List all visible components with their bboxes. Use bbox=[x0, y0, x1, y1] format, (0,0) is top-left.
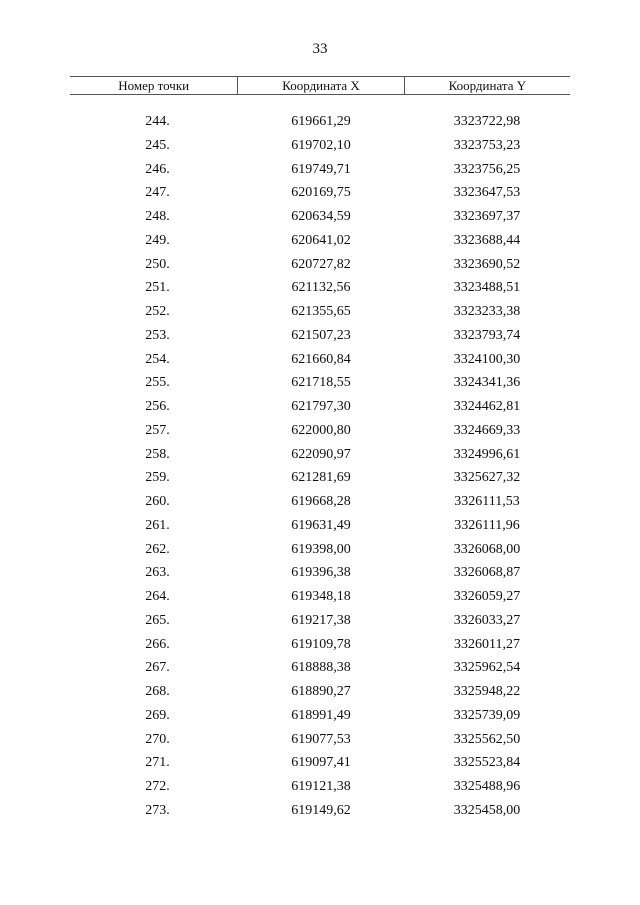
cell-point-number: 252. bbox=[145, 304, 170, 319]
table-row bbox=[70, 302, 570, 326]
cell-coordinate-y: 3324341,36 bbox=[453, 375, 521, 391]
table-row bbox=[70, 587, 570, 611]
cell-point-number: 256. bbox=[145, 399, 170, 414]
cell-point-number: 249. bbox=[145, 232, 170, 248]
cell-coordinate-y: 3324669,33 bbox=[453, 422, 521, 438]
cell-point-number: 269. bbox=[145, 707, 170, 723]
cell-point-number: 268. bbox=[145, 684, 170, 699]
cell-coordinate-y: 3325962,54 bbox=[453, 660, 521, 676]
cell-coordinate-x: 618888,38 bbox=[291, 660, 351, 676]
cell-point-number: 266. bbox=[145, 636, 170, 652]
cell-point-number: 251. bbox=[145, 280, 170, 296]
cell-coordinate-x: 621718,55 bbox=[291, 375, 351, 391]
cell-coordinate-x: 619396,38 bbox=[291, 565, 351, 581]
table-row bbox=[70, 160, 570, 184]
table-row bbox=[70, 207, 570, 231]
cell-point-number: 248. bbox=[145, 209, 170, 224]
cell-coordinate-x: 619348,18 bbox=[291, 589, 351, 604]
table-row bbox=[70, 468, 570, 492]
cell-coordinate-y: 3323647,53 bbox=[453, 185, 521, 201]
cell-point-number: 247. bbox=[145, 185, 170, 201]
cell-coordinate-y: 3325627,32 bbox=[453, 470, 521, 486]
cell-point-number: 264. bbox=[145, 589, 170, 604]
cell-coordinate-y: 3325739,09 bbox=[453, 707, 521, 723]
table-row bbox=[70, 278, 570, 302]
cell-point-number: 272. bbox=[145, 779, 170, 794]
cell-coordinate-x: 619661,29 bbox=[291, 114, 351, 129]
cell-coordinate-y: 3326068,00 bbox=[453, 541, 521, 557]
table-row bbox=[70, 350, 570, 374]
cell-coordinate-x: 619149,62 bbox=[291, 802, 351, 818]
header-coordinate-y: Координата Y bbox=[404, 77, 570, 94]
cell-point-number: 254. bbox=[145, 351, 170, 367]
table-row bbox=[70, 682, 570, 706]
table-row bbox=[70, 492, 570, 516]
cell-coordinate-y: 3323688,44 bbox=[453, 232, 521, 248]
cell-point-number: 271. bbox=[145, 755, 170, 771]
cell-coordinate-y: 3324100,30 bbox=[453, 351, 521, 367]
cell-coordinate-y: 3325523,84 bbox=[453, 755, 521, 771]
cell-coordinate-y: 3323756,25 bbox=[453, 161, 521, 177]
cell-coordinate-y: 3323233,38 bbox=[453, 304, 521, 319]
table-row bbox=[70, 777, 570, 801]
cell-coordinate-x: 619631,49 bbox=[291, 517, 351, 533]
cell-coordinate-x: 619121,38 bbox=[291, 779, 351, 794]
cell-point-number: 255. bbox=[145, 375, 170, 391]
table-row bbox=[70, 445, 570, 469]
table-row bbox=[70, 516, 570, 540]
cell-coordinate-x: 620641,02 bbox=[291, 232, 351, 248]
cell-coordinate-x: 619702,10 bbox=[291, 137, 351, 153]
cell-coordinate-y: 3324996,61 bbox=[453, 446, 521, 462]
cell-coordinate-x: 618991,49 bbox=[291, 707, 351, 723]
cell-coordinate-y: 3326111,53 bbox=[454, 494, 520, 509]
cell-coordinate-x: 622000,80 bbox=[291, 422, 351, 438]
table-row bbox=[70, 136, 570, 160]
cell-point-number: 257. bbox=[145, 422, 170, 438]
table-row bbox=[70, 563, 570, 587]
table-row bbox=[70, 635, 570, 659]
cell-coordinate-x: 618890,27 bbox=[291, 684, 351, 699]
cell-coordinate-x: 619097,41 bbox=[291, 755, 351, 771]
table-row bbox=[70, 397, 570, 421]
table-row bbox=[70, 255, 570, 279]
table-row bbox=[70, 231, 570, 255]
cell-coordinate-y: 3325488,96 bbox=[453, 779, 521, 794]
table-row bbox=[70, 112, 570, 136]
cell-point-number: 253. bbox=[145, 327, 170, 343]
cell-coordinate-y: 3325458,00 bbox=[453, 802, 521, 818]
cell-point-number: 261. bbox=[145, 517, 170, 533]
cell-coordinate-x: 619217,38 bbox=[291, 612, 351, 628]
table-row bbox=[70, 421, 570, 445]
cell-coordinate-y: 3326068,87 bbox=[453, 565, 521, 581]
cell-coordinate-x: 619077,53 bbox=[291, 731, 351, 747]
table-row bbox=[70, 540, 570, 564]
cell-point-number: 246. bbox=[145, 161, 170, 177]
cell-coordinate-y: 3323488,51 bbox=[453, 280, 521, 296]
cell-coordinate-y: 3325948,22 bbox=[453, 684, 521, 699]
cell-coordinate-y: 3323697,37 bbox=[453, 209, 521, 224]
cell-coordinate-y: 3324462,81 bbox=[453, 399, 521, 414]
cell-coordinate-y: 3326111,96 bbox=[454, 517, 520, 533]
cell-point-number: 273. bbox=[145, 802, 170, 818]
cell-coordinate-x: 620634,59 bbox=[291, 209, 351, 224]
cell-point-number: 244. bbox=[145, 114, 170, 129]
table-row bbox=[70, 183, 570, 207]
cell-coordinate-x: 622090,97 bbox=[291, 446, 351, 462]
cell-coordinate-x: 621281,69 bbox=[291, 470, 351, 486]
cell-point-number: 250. bbox=[145, 256, 170, 272]
cell-coordinate-x: 619749,71 bbox=[291, 161, 351, 177]
cell-point-number: 263. bbox=[145, 565, 170, 581]
table-row bbox=[70, 658, 570, 682]
cell-coordinate-y: 3326033,27 bbox=[453, 612, 521, 628]
cell-point-number: 267. bbox=[145, 660, 170, 676]
table-row bbox=[70, 326, 570, 350]
cell-coordinate-x: 620727,82 bbox=[291, 256, 351, 272]
cell-coordinate-x: 621660,84 bbox=[291, 351, 351, 367]
table-row bbox=[70, 730, 570, 754]
cell-coordinate-y: 3326011,27 bbox=[454, 636, 520, 652]
table-row bbox=[70, 611, 570, 635]
coordinates-table bbox=[70, 76, 570, 825]
cell-point-number: 245. bbox=[145, 137, 170, 153]
cell-coordinate-y: 3325562,50 bbox=[453, 731, 521, 747]
cell-point-number: 260. bbox=[145, 494, 170, 509]
cell-point-number: 258. bbox=[145, 446, 170, 462]
cell-point-number: 265. bbox=[145, 612, 170, 628]
table-body bbox=[70, 112, 570, 825]
cell-coordinate-x: 619398,00 bbox=[291, 541, 351, 557]
cell-point-number: 270. bbox=[145, 731, 170, 747]
table-row bbox=[70, 753, 570, 777]
cell-coordinate-x: 621797,30 bbox=[291, 399, 351, 414]
cell-coordinate-x: 619109,78 bbox=[291, 636, 351, 652]
cell-coordinate-x: 621355,65 bbox=[291, 304, 351, 319]
page-number: 33 bbox=[312, 41, 328, 57]
table-header bbox=[70, 76, 570, 95]
cell-coordinate-x: 621507,23 bbox=[291, 327, 351, 343]
header-point-number: Номер точки bbox=[118, 78, 190, 93]
cell-coordinate-y: 3323793,74 bbox=[453, 327, 521, 343]
table-row bbox=[70, 801, 570, 825]
cell-point-number: 259. bbox=[145, 470, 170, 486]
cell-coordinate-x: 620169,75 bbox=[291, 185, 351, 201]
cell-point-number: 262. bbox=[145, 541, 170, 557]
cell-coordinate-y: 3326059,27 bbox=[453, 589, 521, 604]
table-row bbox=[70, 706, 570, 730]
table-row bbox=[70, 373, 570, 397]
cell-coordinate-y: 3323690,52 bbox=[453, 256, 521, 272]
cell-coordinate-x: 621132,56 bbox=[291, 280, 351, 296]
header-coordinate-x: Координата X bbox=[237, 77, 403, 94]
cell-coordinate-y: 3323753,23 bbox=[453, 137, 521, 153]
cell-coordinate-y: 3323722,98 bbox=[453, 114, 521, 129]
cell-coordinate-x: 619668,28 bbox=[291, 494, 351, 509]
